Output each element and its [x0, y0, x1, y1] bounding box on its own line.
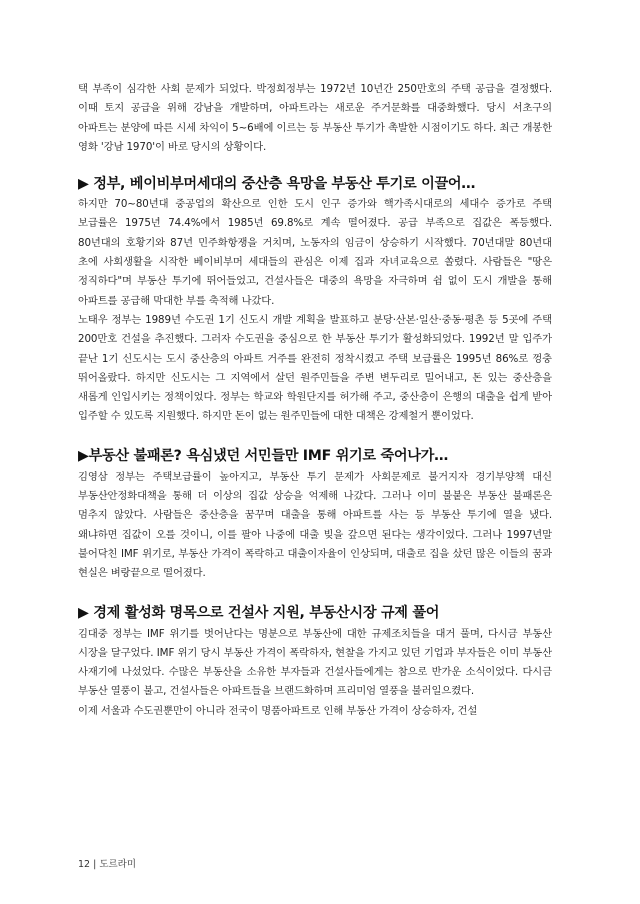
- paragraph-housing-supply: 하지만 70~80년대 중공업의 확산으로 인한 도시 인구 증가와 핵가족시대로의 세대수 증가로 주택 보급률은 1975년 74.4%에서 1985년 69.8%로 계속 떨어졌다. 공급 부족으로 집값은 폭등했다. 80년대의 호황기와 87년 민주화항쟁을 거치며, 노동자의 임금이 상승하기 시작했다. 70년대말 80년대 초에 사회생활을 시작한 베이비부머 세대들의 관심은 이제 집과 자녀교육으로 쏠렸다. 사람들은 "땅은 정직하다"며 부동산 투기에 뛰어들었고, 건설사들은 대중의 욕망을 자극하며 쉼 없이 도시 개발을 통해 아파트를 공급해 막대한 부를 축적해 나갔다.: [78, 198, 552, 307]
- section-heading-babyboomer: ▶ 정부, 베이비부머세대의 중산층 욕망을 부동산 투기로 이끌어…: [78, 176, 476, 193]
- section-heading-deregulation: ▶ 경제 활성화 명목으로 건설사 지원, 부동산시장 규제 풀어: [78, 604, 440, 621]
- section-heading-imf-crisis: ▶부동산 불패론? 욕심냈던 서민들만 IMF 위기로 죽어나가…: [78, 447, 448, 464]
- paragraph-kim-youngsam: 김영삼 정부는 주택보급률이 높아지고, 부동산 투기 문제가 사회문제로 불거지자 경기부양책 대신 부동산안정화대책을 통해 더 이상의 집값 상승을 억제해 나갔다. 그러나 이미 불붙은 부동산 불패론은 멈추지 않았다. 사람들은 중산층을 꿈꾸며 대출을 통해 아파트를 사는 등 부동산 투기에 열을 냈다. 왜냐하면 집값이 오를 것이니, 이를 팔아 나중에 대출 빚을 갚으면 된다는 생각이었다. 그러나 1997년말 불어닥친 IMF 위기로, 부동산 가격이 폭락하고 대출이자율이 인상되며, 대출로 집을 샀던 많은 이들의 꿈과 현실은 벼랑끝으로 떨어졌다.: [78, 470, 552, 580]
- page-footer: 12 | 도르라미: [78, 859, 137, 870]
- paragraph-new-towns: 노태우 정부는 1989년 수도권 1기 신도시 개발 계획을 발표하고 분당·산본·일산·중동·평촌 등 5곳에 주택 200만호 건설을 추진했다. 그러자 수도권을 중심으로 한 부동산 투기가 활성화되었다. 1992년 말 입주가 끝난 1기 신도시는 도시 중산층의 아파트 거주를 완전히 정착시켰고 주택 보급률은 1995년 86%로 껑충 뛰어올랐다. 하지만 신도시는 그 지역에서 살던 원주민들을 주변 변두리로 밀어내고, 돈 있는 중산층을 새롭게 인입시키는 정책이었다. 정부는 학교와 학원단지를 허가해 주고, 중산층이 은행의 대출을 쉽게 받아 입주할 수 있도록 지원했다. 하지만 돈이 없는 원주민들에 대한 대책은 강제철거 뿐이었다.: [78, 313, 552, 423]
- paragraph-housing-shortage: 택 부족이 심각한 사회 문제가 되었다. 박정희정부는 1972년 10년간 250만호의 주택 공급을 결정했다. 이때 토지 공급을 위해 강남을 개발하며, 아파트라는 새로운 주거문화를 대중화했다. 당시 서초구의 아파트는 분양에 따른 시세 차익이 5~6배에 이르는 등 부동산 투기가 촉발한 시점이기도 하다. 최근 개봉한 영화 '강남 1970'이 바로 당시의 상황이다.: [78, 83, 552, 153]
- paragraph-nationwide-rise: 이제 서울과 수도권뿐만이 아니라 전국이 명품아파트로 인해 부동산 가격이 상승하자, 건설: [78, 704, 478, 717]
- paragraph-kim-daejung: 김대중 정부는 IMF 위기를 벗어난다는 명분으로 부동산에 대한 규제조치들을 대거 풀며, 다시금 부동산 시장을 달구었다. IMF 위기 당시 부동산 가격이 폭락하자, 현찰을 가지고 있던 기업과 부자들은 이미 부동산 사재기에 나섰었다. 수많은 부동산을 소유한 부자들과 건설사들에게는 참으로 반가운 소식이었다. 다시금 부동산 열풍이 불고, 건설사들은 아파트들을 브랜드화하며 프리미엄 열풍을 불러일으켰다.: [78, 627, 552, 698]
